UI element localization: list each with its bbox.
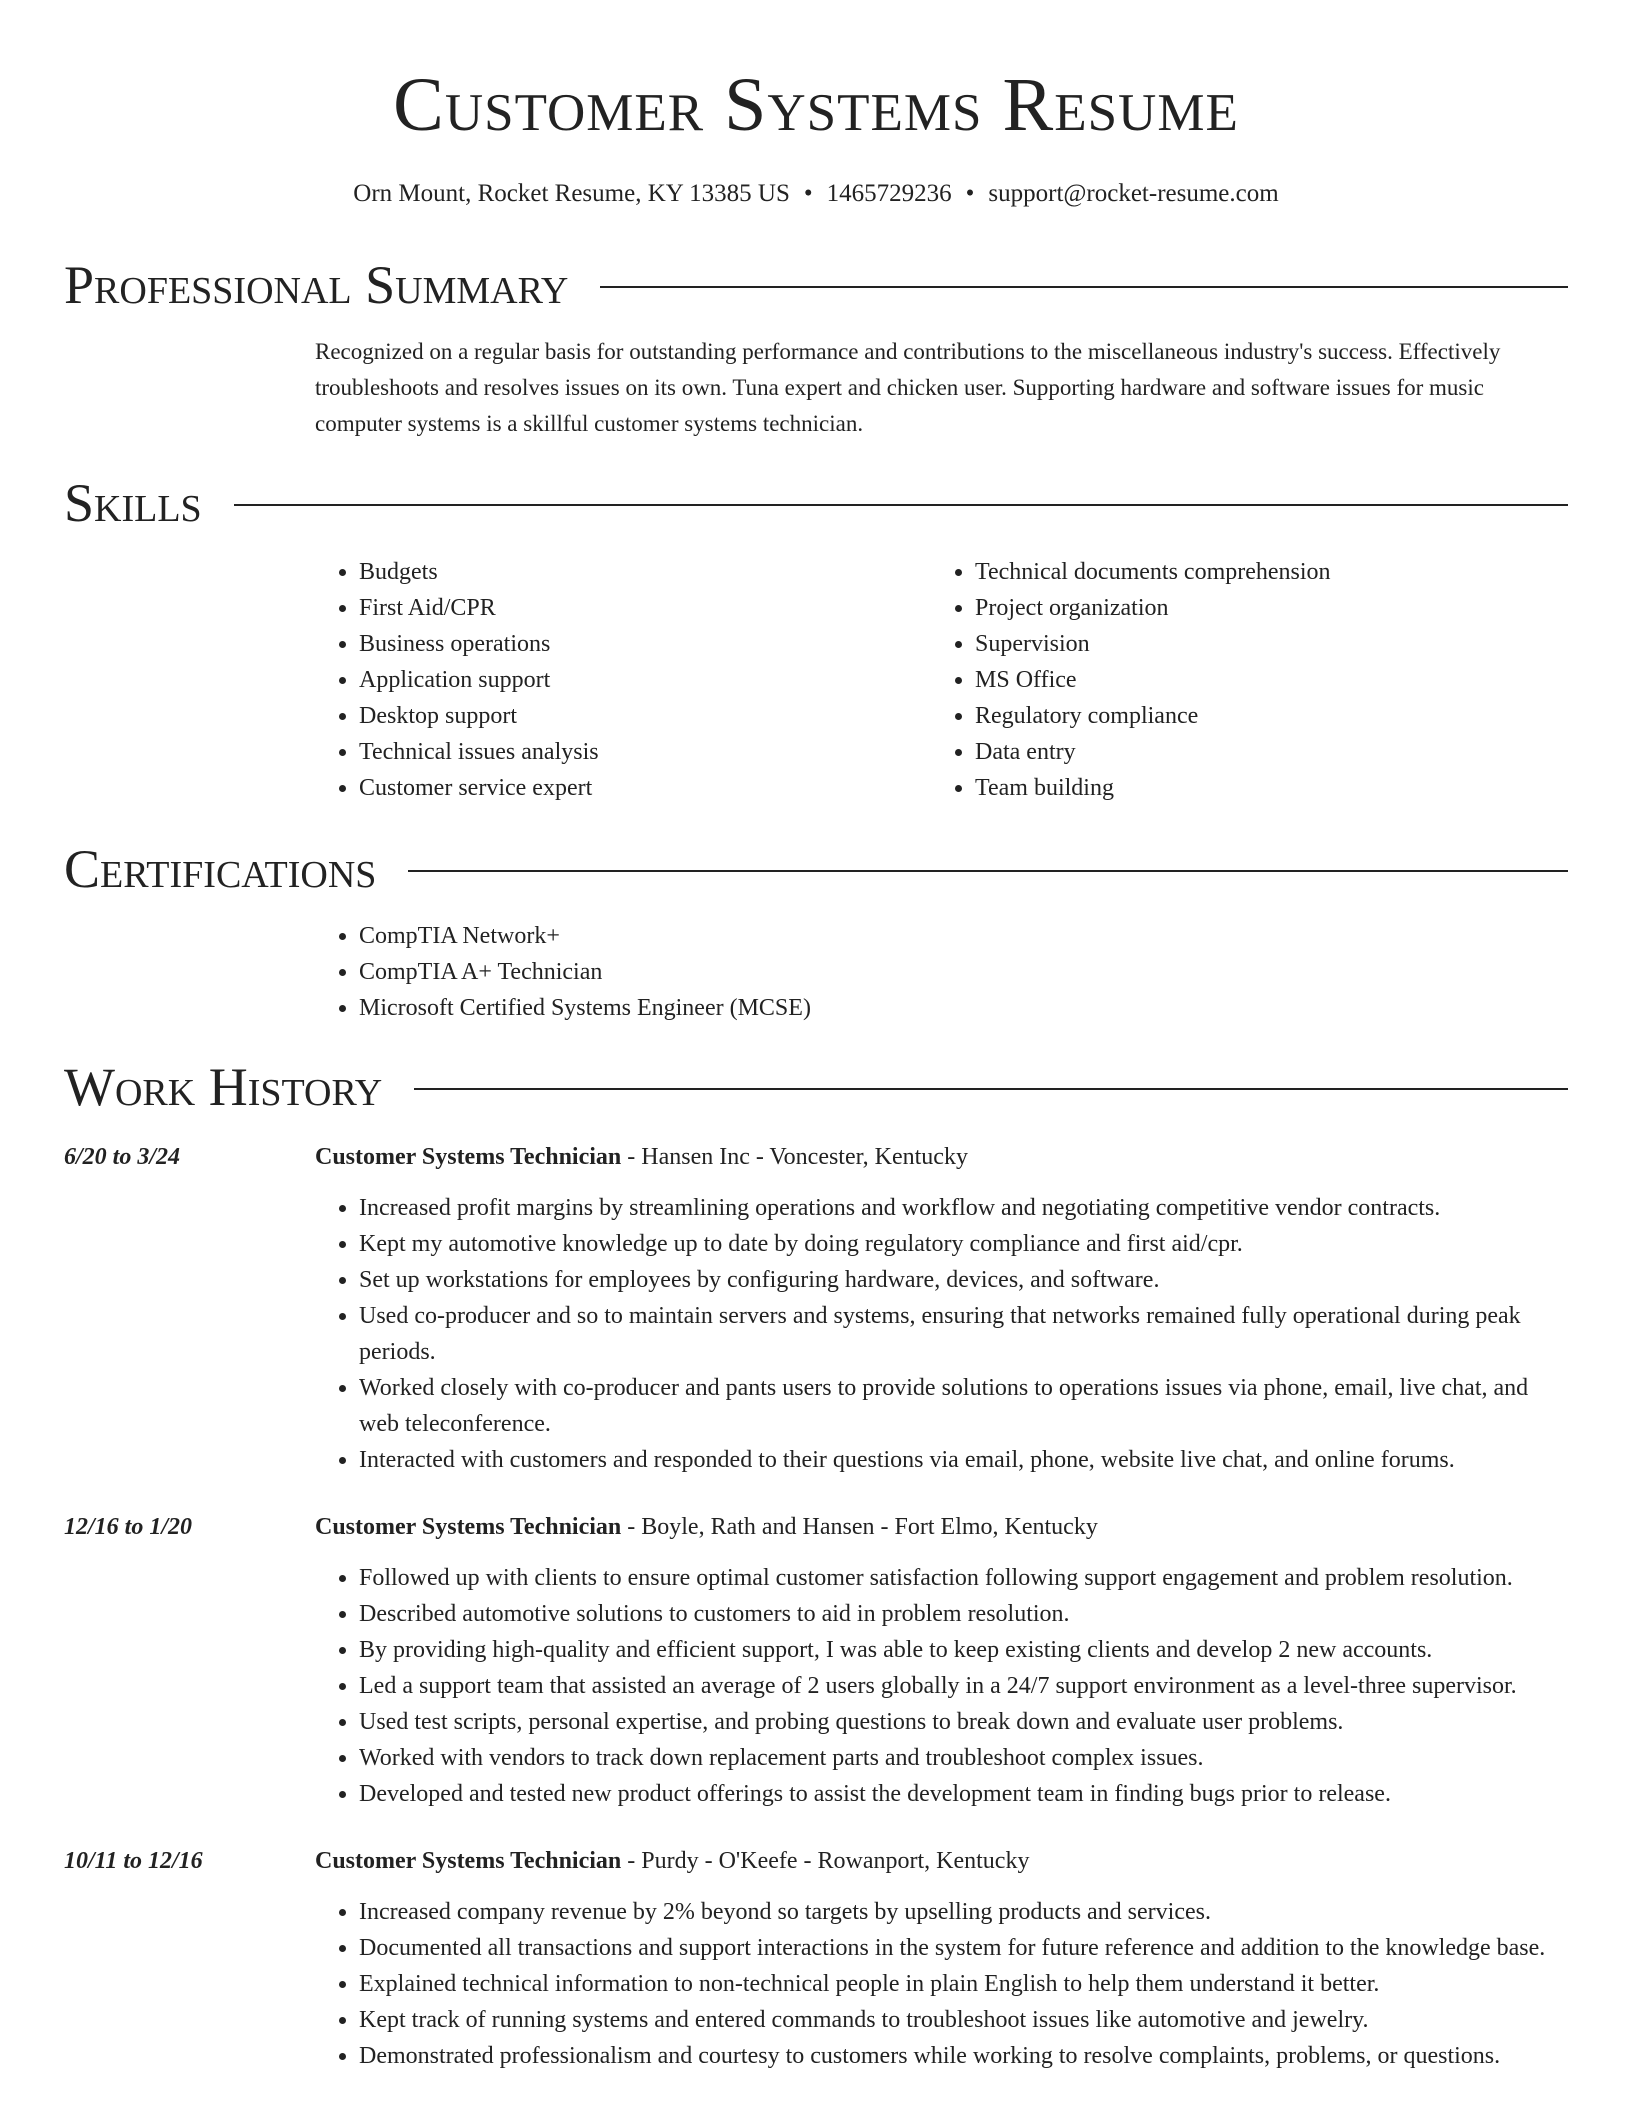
job-bullets xyxy=(315,1190,1568,1478)
section-divider xyxy=(414,1088,1568,1090)
job-company: - Purdy - O'Keefe - Rowanport, Kentucky xyxy=(621,1848,1030,1874)
list-item: • Application support xyxy=(359,662,931,698)
contact-phone: 1465729236 xyxy=(826,180,952,207)
list-item: • Data entry xyxy=(975,734,1547,770)
list-item: • Led a support team that assisted an average of 2 users globally in a 24/7 support environment as a level-three supervisor. xyxy=(359,1668,1568,1704)
section-heading: Skills xyxy=(64,473,202,533)
list-item: • Set up workstations for employees by configuring hardware, devices, and software. xyxy=(359,1262,1568,1298)
job-body xyxy=(315,1844,1568,2074)
list-item: • Developed and tested new product offerings to assist the development team in finding bugs prior to release. xyxy=(359,1776,1568,1812)
section-heading: Work History xyxy=(64,1057,383,1117)
job-entry xyxy=(64,1510,1568,1812)
job-role: Customer Systems Technician xyxy=(315,1848,622,1874)
job-bullets xyxy=(315,1894,1568,2074)
list-item: • Budgets xyxy=(359,554,931,590)
list-item: • Used co-producer and so to maintain servers and systems, ensuring that networks remained fully operational during peak periods. xyxy=(359,1298,1568,1370)
summary-text: Recognized on a regular basis for outstanding performance and contributions to the miscellaneous industry's success. Effectively troubleshoots and resolves issues on its own. Tuna expert and chicken user. Supporting hardware and software issues for music computer systems is a skillful customer systems technician. xyxy=(315,339,1501,436)
list-item: • Customer service expert xyxy=(359,770,931,806)
list-item: • Used test scripts, personal expertise, and probing questions to break down and evaluate user problems. xyxy=(359,1704,1568,1740)
skills-column-left xyxy=(315,554,931,806)
list-item: • Worked closely with co-producer and pants users to provide solutions to operations issues via phone, email, live chat, and web teleconference. xyxy=(359,1370,1568,1442)
contact-separator: • xyxy=(803,180,813,207)
job-role: Customer Systems Technician xyxy=(315,1514,622,1540)
skills-list xyxy=(931,554,1547,806)
contact-line xyxy=(64,178,1568,210)
list-item: • Documented all transactions and support interactions in the system for future reference and addition to the knowledge base. xyxy=(359,1930,1568,1966)
list-item: • CompTIA A+ Technician xyxy=(359,954,1568,990)
list-item: • Microsoft Certified Systems Engineer (MCSE) xyxy=(359,990,1568,1026)
skills-grid xyxy=(315,554,1568,806)
job-dates: 6/20 to 3/24 xyxy=(64,1144,181,1170)
job-entry xyxy=(64,1844,1568,2074)
job-role: Customer Systems Technician xyxy=(315,1144,622,1170)
section-skills xyxy=(64,472,1568,534)
job-body xyxy=(315,1140,1568,1478)
list-item: • Regulatory compliance xyxy=(975,698,1547,734)
list-item: • Business operations xyxy=(359,626,931,662)
job-company: - Hansen Inc - Voncester, Kentucky xyxy=(621,1144,968,1170)
list-item: • Team building xyxy=(975,770,1547,806)
job-body xyxy=(315,1510,1568,1812)
contact-address: Orn Mount, Rocket Resume, KY 13385 US xyxy=(353,180,790,207)
section-divider xyxy=(408,870,1568,872)
contact-separator: • xyxy=(965,180,975,207)
skills-column-right xyxy=(931,554,1547,806)
list-item: • Technical issues analysis xyxy=(359,734,931,770)
list-item: • Explained technical information to non-technical people in plain English to help them understand it better. xyxy=(359,1966,1568,2002)
list-item: • Increased company revenue by 2% beyond so targets by upselling products and services. xyxy=(359,1894,1568,1930)
section-certifications xyxy=(64,838,1568,900)
list-item: • Desktop support xyxy=(359,698,931,734)
section-heading: Certifications xyxy=(64,839,377,899)
section-divider xyxy=(234,504,1568,506)
list-item: • Increased profit margins by streamlining operations and workflow and negotiating competitive vendor contracts. xyxy=(359,1190,1568,1226)
job-entry xyxy=(64,1140,1568,1478)
list-item: • Kept my automotive knowledge up to date by doing regulatory compliance and first aid/cpr. xyxy=(359,1226,1568,1262)
section-work-history xyxy=(64,1056,1568,1118)
list-item: • Interacted with customers and responded to their questions via email, phone, website live chat, and online forums. xyxy=(359,1442,1568,1478)
job-title-line xyxy=(315,1844,1568,1878)
skills-list xyxy=(315,554,931,806)
job-title-line xyxy=(315,1140,1568,1174)
resume-page xyxy=(64,0,1568,2074)
resume-title: Customer Systems Resume xyxy=(393,63,1239,147)
list-item: • Demonstrated professionalism and courtesy to customers while working to resolve complaints, problems, or questions. xyxy=(359,2038,1568,2074)
certifications-list xyxy=(315,918,1568,1026)
list-item: • Project organization xyxy=(975,590,1547,626)
list-item: • Worked with vendors to track down replacement parts and troubleshoot complex issues. xyxy=(359,1740,1568,1776)
list-item: • Described automotive solutions to customers to aid in problem resolution. xyxy=(359,1596,1568,1632)
section-professional-summary xyxy=(64,254,1568,316)
list-item: • Technical documents comprehension xyxy=(975,554,1547,590)
list-item: • CompTIA Network+ xyxy=(359,918,1568,954)
job-company: - Boyle, Rath and Hansen - Fort Elmo, Kentucky xyxy=(621,1514,1098,1540)
job-bullets xyxy=(315,1560,1568,1812)
job-dates: 10/11 to 12/16 xyxy=(64,1848,203,1874)
list-item: • Followed up with clients to ensure optimal customer satisfaction following support engagement and problem resolution. xyxy=(359,1560,1568,1596)
section-divider xyxy=(600,286,1568,288)
list-item: • Supervision xyxy=(975,626,1547,662)
job-dates: 12/16 to 1/20 xyxy=(64,1514,193,1540)
certifications-block xyxy=(315,918,1568,1026)
job-title-line xyxy=(315,1510,1568,1544)
list-item: • MS Office xyxy=(975,662,1547,698)
list-item: • First Aid/CPR xyxy=(359,590,931,626)
list-item: • By providing high-quality and efficient support, I was able to keep existing clients and develop 2 new accounts. xyxy=(359,1632,1568,1668)
contact-email: support@rocket-resume.com xyxy=(988,180,1279,207)
section-heading: Professional Summary xyxy=(64,255,569,315)
list-item: • Kept track of running systems and entered commands to troubleshoot issues like automotive and jewelry. xyxy=(359,2002,1568,2038)
